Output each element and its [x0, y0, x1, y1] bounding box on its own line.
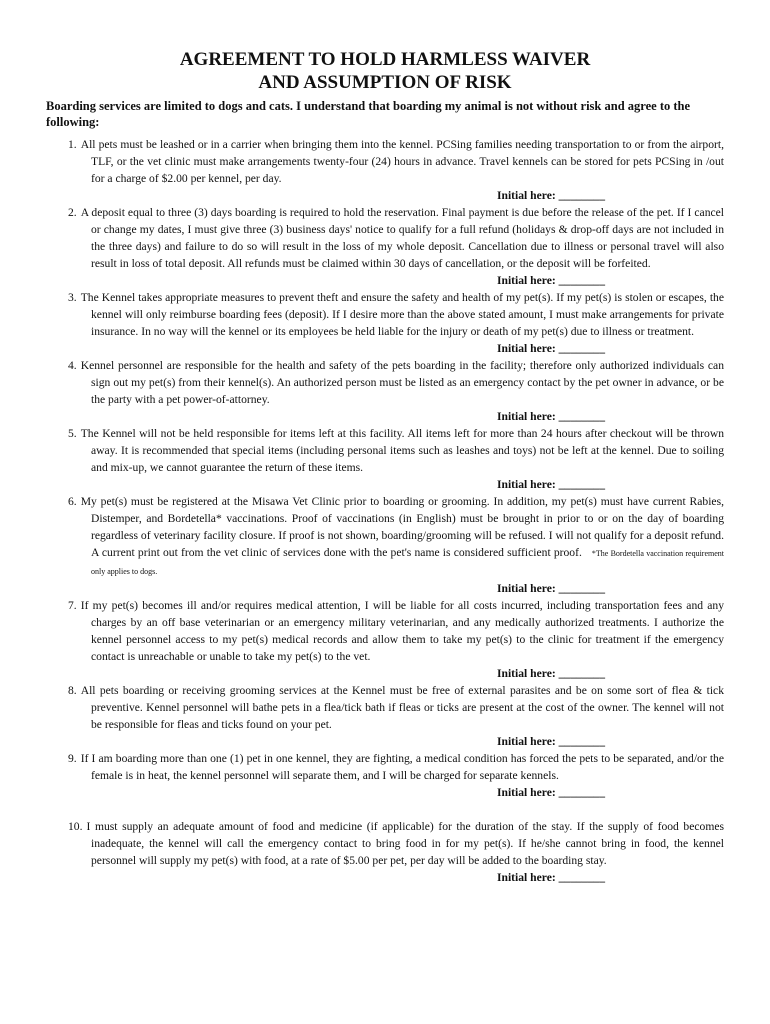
initial-field[interactable]: Initial here: ________: [497, 274, 605, 287]
initial-field[interactable]: Initial here: ________: [497, 735, 605, 748]
term-item: [46, 357, 724, 408]
term-number: 9.: [68, 752, 77, 765]
term-item: [46, 289, 724, 340]
initial-field[interactable]: Initial here: ________: [497, 410, 605, 423]
initial-field[interactable]: Initial here: ________: [497, 478, 605, 491]
term-text: If my pet(s) becomes ill and/or requires medical attention, I will be liable for all costs incurred, including transportation fees and any charges by an off base veterinarian or an emergency military veterinarian, and any medically authorized treatments. I authorize the kennel personnel access to my pet(s) medical records and allow them to take my pet(s) to the clinic for treatment if the emergency contact is unreachable or unable to take my pet(s) to the vet.: [80, 599, 724, 663]
term-item: [46, 818, 724, 869]
document-title: [46, 48, 724, 94]
term-text: All pets boarding or receiving grooming services at the Kennel must be free of external parasites and be on some sort of flea & tick preventive. Kennel personnel will bathe pets in a flea/tick bath if fleas or ticks are present at the cost of the owner. The kennel will not be responsible for fleas and ticks found on your pet.: [80, 684, 724, 731]
initial-field[interactable]: Initial here: ________: [497, 786, 605, 799]
initial-field[interactable]: Initial here: ________: [497, 871, 605, 884]
initial-field[interactable]: Initial here: ________: [497, 582, 605, 595]
term-text: If I am boarding more than one (1) pet in one kennel, they are fighting, a medical condition has forced the pets to be separated, and/or the female is in heat, the kennel personnel will separate them, and I will be charged for separate kennels.: [80, 752, 724, 782]
term-item: [46, 750, 724, 784]
term-item: [46, 136, 724, 187]
spacer: [46, 801, 724, 818]
term-text: All pets must be leashed or in a carrier when bringing them into the kennel. PCSing families needing transportation to or from the airport, TLF, or the vet clinic must make arrangements twenty-four (24) hours in advance. Travel kennels can be stored for pets PCSing in /out for a charge of $2.00 per kennel, per day.: [80, 138, 724, 185]
initial-field[interactable]: Initial here: ________: [497, 189, 605, 202]
term-item: [46, 493, 724, 580]
initial-field[interactable]: Initial here: ________: [497, 342, 605, 355]
term-number: 8.: [68, 684, 77, 697]
term-number: 10.: [68, 820, 83, 833]
title-line-1: AGREEMENT TO HOLD HARMLESS WAIVER: [179, 49, 591, 70]
term-number: 2.: [68, 206, 77, 219]
bordetella-note: *The Bordetella vaccination requirement only applies to dogs.: [91, 549, 725, 576]
term-number: 6.: [68, 495, 77, 508]
term-text: I must supply an adequate amount of food and medicine (if applicable) for the duration of the stay. If the supply of food becomes inadequate, the kennel will call the emergency contact to bring food in for my pet(s). If he/she cannot bring in food, the kennel personnel will supply my pet(s) with food, at a rate of $5.00 per pet, per day will be added to the boarding stay.: [86, 820, 724, 867]
title-line-2: AND ASSUMPTION OF RISK: [258, 72, 512, 93]
term-number: 7.: [68, 599, 77, 612]
term-number: 5.: [68, 427, 77, 440]
term-text: The Kennel takes appropriate measures to prevent theft and ensure the safety and health of my pet(s). If my pet(s) is stolen or escapes, the kennel will only reimburse boarding fees (deposit). If I desire more than the above stated amount, I must make arrangements for private insurance. In no way will the kennel or its employees be held liable for the injury or death of my pet(s) due to illness or treatment.: [80, 291, 724, 338]
term-item: [46, 204, 724, 272]
term-text: The Kennel will not be held responsible for items left at this facility. All items left for more than 24 hours after checkout will be thrown away. It is recommended that special items (including personal items such as leashes and toys) not be left at the kennel. Due to soiling and mix-up, we cannot guarantee the return of these items.: [80, 427, 724, 474]
initial-field[interactable]: Initial here: ________: [497, 667, 605, 680]
term-number: 1.: [68, 138, 77, 151]
term-text: My pet(s) must be registered at the Misawa Vet Clinic prior to boarding or grooming. In addition, my pet(s) must have current Rabies, Distemper, and Bordetella* vaccinations. Proof of vaccinations (in English) must be brought in prior to or on the day of boarding regardless of veterinary facility closure. If proof is not shown, boarding/grooming will be refused. I will not qualify for a deposit refund. A current print out from the vet clinic of services done with the pet's name is considered sufficient proof.: [80, 495, 724, 559]
term-text: Kennel personnel are responsible for the health and safety of the pets boarding in the facility; therefore only authorized individuals can sign out my pet(s) from their kennel(s). An authorized person must be listed as an emergency contact by the pet owner in advance, or be the party with a pet power-of-attorney.: [80, 359, 724, 406]
term-item: [46, 682, 724, 733]
term-number: 4.: [68, 359, 77, 372]
term-number: 3.: [68, 291, 77, 304]
term-text: A deposit equal to three (3) days boarding is required to hold the reservation. Final payment is due before the release of the pet. If I cancel or change my dates, I must give three (3) business days' notice to qualify for a full refund (holidays & drop-off days are not included in the three days) and failure to do so will result in the loss of my whole deposit. Cancellation due to illness or personal travel will also result in loss of total deposit. All refunds must be claimed within 30 days of cancellation, or the deposit will be forfeited.: [80, 206, 724, 270]
intro-paragraph: Boarding services are limited to dogs and cats. I understand that boarding my animal is not without risk and agree to the following:: [46, 99, 691, 129]
terms-list: [46, 136, 724, 886]
term-item: [46, 425, 724, 476]
term-item: [46, 597, 724, 665]
